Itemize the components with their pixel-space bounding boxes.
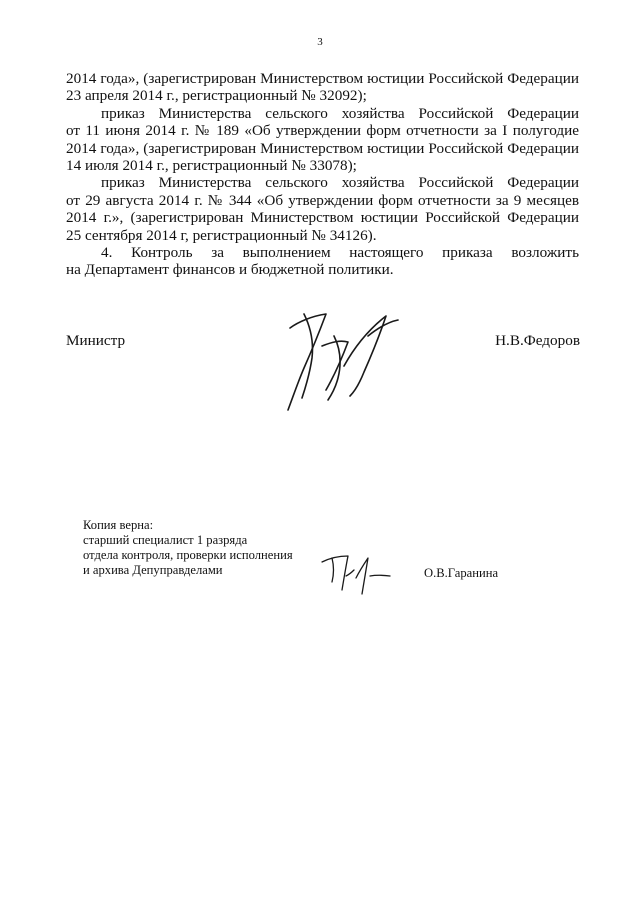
paragraph-order-344: [66, 174, 579, 244]
text-line: 2014 года», (зарегистрирован Министерством юстиции Российской Федерации: [66, 70, 579, 87]
text-line: 2014 г.», (зарегистрирован Министерством юстиции Российской Федерации: [66, 209, 579, 227]
text-line: от 29 августа 2014 г. № 344 «Об утверждении форм отчетности за 9 месяцев: [66, 191, 579, 209]
text-line: 14 июля 2014 г., регистрационный № 33078);: [66, 157, 357, 175]
certifier-name: О.В.Гаранина: [424, 566, 499, 580]
signatory-name: Н.В.Федоров: [495, 332, 580, 349]
text-line: 4. Контроль за выполнением настоящего приказа возложить: [101, 244, 579, 262]
certifier-signature: [316, 548, 396, 598]
copy-certified-label: Копия верна:: [83, 518, 154, 532]
text-line: 25 сентября 2014 г, регистрационный № 34126).: [66, 226, 377, 244]
paragraph-order-189: [66, 105, 579, 175]
signatory-role: Министр: [66, 332, 126, 349]
text-line: 23 апреля 2014 г., регистрационный № 32092);: [66, 87, 367, 105]
minister-signature: [268, 306, 408, 416]
text-line: приказ Министерства сельского хозяйства Российской Федерации: [101, 174, 579, 192]
copy-certifier-position: старший специалист 1 разряда: [83, 533, 248, 547]
copy-certifier-department: отдела контроля, проверки исполнения: [83, 548, 293, 562]
copy-certifier-archive: и архива Депуправделами: [83, 563, 223, 577]
paragraph-registration-continued: [66, 70, 579, 105]
text-line: на Департамент финансов и бюджетной политики.: [66, 261, 394, 279]
paragraph-control-clause: [66, 244, 579, 279]
text-line: от 11 июня 2014 г. № 189 «Об утверждении форм отчетности за I полугодие: [66, 122, 579, 140]
copy-certification: [83, 518, 293, 578]
document-body: [66, 70, 579, 279]
page-number: 3: [317, 36, 323, 48]
text-line: 2014 года», (зарегистрирован Министерством юстиции Российской Федерации: [66, 139, 579, 157]
text-line: приказ Министерства сельского хозяйства Российской Федерации: [101, 104, 579, 122]
